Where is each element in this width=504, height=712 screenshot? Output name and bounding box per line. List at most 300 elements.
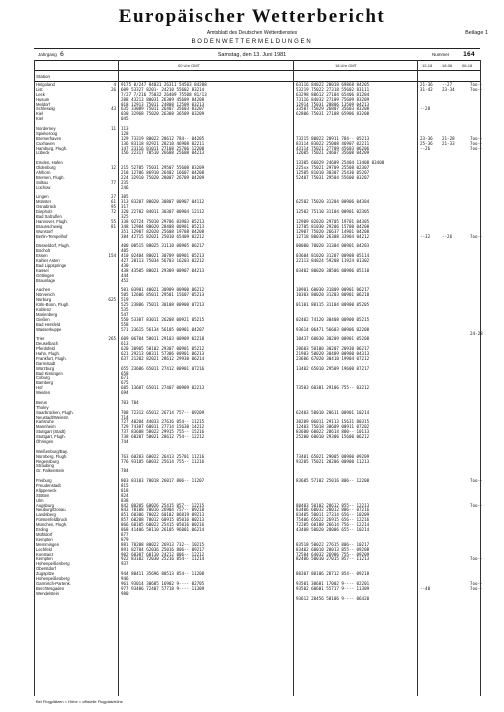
station-name: Öhringen	[36, 439, 54, 445]
station-name: Weißenburg/Bay.	[36, 448, 68, 454]
obs-18-utc: 03402 80020 30506 00906 05110	[296, 267, 370, 273]
obs-18-utc: 12403 75018 30609 00911 07202	[296, 424, 370, 430]
beilage-label: Beilage 1	[465, 30, 488, 36]
extra-code: 7oo--	[470, 82, 483, 87]
station-name: Stuttgart (Stadt)	[36, 429, 66, 435]
station-name: Bad Hersfeld	[36, 321, 61, 327]
obs-18-utc: 93612 20456 58106 9---- 06420	[296, 595, 370, 601]
station-name: Coburg	[36, 375, 50, 381]
station-table	[0, 83, 504, 601]
station-name: Lüchow	[36, 184, 51, 190]
station-name: Mannheim	[36, 424, 56, 430]
station-name: Göttingen	[36, 272, 55, 278]
obs-00-utc: 427 20113 75034 56703 16203 02212	[121, 258, 205, 264]
station-name: Würzburg	[36, 365, 55, 371]
obs-18-utc: 83600 60022 28614 800-- 10113	[296, 429, 370, 435]
station-name: Erding	[36, 527, 49, 533]
obs-18-utc: 73116 84032 27109 75609 83209	[296, 96, 370, 102]
obs-18-utc: 93501 30601 17002 9---- 02201	[296, 580, 370, 586]
obs-00-utc: 727 40204 44033 27616 054-- 11215	[121, 419, 205, 425]
station-name: Meldorf	[36, 101, 50, 107]
station-name: Zugspitze	[36, 571, 55, 577]
obs-00-utc: 621 29213 00311 57306 00901 06213	[121, 350, 205, 356]
obs-00-utc: 136 83118 82921 28210 46908 02211	[121, 140, 205, 146]
obs-18-utc: 73401 65021 29005 00900 09209	[296, 453, 370, 459]
temp-extreme-1: --32	[420, 233, 431, 239]
extra-code: 7oo--	[470, 145, 483, 151]
obs-18-utc: 83405 50011 27314 656-- 10209	[296, 512, 370, 518]
obs-00-utc: 784	[121, 468, 129, 474]
temp-extreme-2: 21-28	[442, 135, 455, 141]
station-name: Ulm	[36, 497, 44, 503]
station-name: Emden, Hafen	[36, 160, 63, 166]
station-name: Wunstorf	[36, 228, 53, 234]
station-name: Berchtesgaden	[36, 585, 65, 591]
obs-00-utc: 824	[121, 492, 129, 498]
extra-code: 7oo--	[470, 580, 483, 586]
obs-18-utc: 53219 75022 27318 55602 83111	[296, 86, 370, 92]
temp-extreme-1: 21-36	[420, 82, 433, 87]
obs-18-utc: 00000 70020 31304 00901 04203	[296, 243, 370, 249]
station-name: Lingen	[36, 194, 49, 200]
station-height: 12	[110, 165, 116, 171]
station-name: Neustadt/Weinstr.	[36, 414, 69, 420]
obs-00-utc: 902 60307 60110 24212 806-- 12212	[121, 551, 205, 557]
obs-00-utc: 351 12907 82020 25608 19708 04208	[121, 228, 205, 234]
obs-18-utc: 63298 80612 27104 65406 81204	[296, 91, 370, 97]
station-name: Hahn, Flugh.	[36, 350, 60, 356]
obs-18-utc: 75406 65022 26915 656-- 12216	[296, 517, 370, 523]
station-name: Nörvenich	[36, 292, 55, 298]
station-name: Münster	[36, 199, 52, 205]
station-name: Braunlage	[36, 277, 56, 283]
obs-00-utc: 147 23116 81011 27108 25706 12208	[121, 145, 205, 151]
obs-00-utc: 891 82704 62036 25016 806-- 09217	[121, 546, 205, 552]
obs-00-utc: 980	[121, 590, 129, 596]
station-height: 77	[110, 179, 116, 185]
table-row	[0, 597, 504, 602]
rule-date	[34, 60, 480, 61]
obs-00-utc: 547	[121, 311, 129, 317]
obs-00-utc: 815	[121, 483, 129, 489]
station-name: Kiel	[36, 116, 43, 122]
obs-00-utc: 635 33089 75011 26407 35603 83207	[121, 106, 205, 112]
obs-18-utc: 93205 75021 28206 00900 11213	[296, 458, 370, 464]
obs-18-utc: 93502 60601 55717 9---- 11309	[296, 585, 370, 591]
station-name: Kahler Asten	[36, 258, 60, 264]
obs-18-utc: 12505 81010 30307 25430 05207	[296, 170, 370, 176]
obs-18-utc: 83402 60010 28013 855-- 09208	[296, 546, 370, 552]
temp-extreme-2: --27	[442, 82, 453, 87]
station-name: Fürstenfeldbruck	[36, 517, 68, 523]
station-name: Hamburg, Flugh.	[36, 145, 68, 151]
extra-code: 7oo--	[470, 233, 483, 239]
station-name: München, Flugh.	[36, 522, 68, 528]
station-name: Trier	[36, 336, 45, 342]
obs-00-utc: 922 83102 72030 25216 854-- 11214	[121, 556, 205, 562]
extra-code: 7oo--	[470, 502, 483, 508]
obs-00-utc: 501 03901 40021 30909 00900 06212	[121, 287, 205, 293]
obs-00-utc: 946	[121, 575, 129, 581]
obs-00-utc: 384 42715 82021 25010 65409 02212	[121, 233, 205, 239]
obs-00-utc: 208 43213 80031 26309 45609 84208	[121, 96, 205, 102]
station-name: Düsseldorf, Flugh.	[36, 243, 70, 249]
obs-18-utc: 62806 75031 27108 65906 83208	[296, 111, 370, 117]
station-height: 4	[113, 82, 116, 87]
obs-00-utc: 348 12904 80020 28408 00901 05213	[121, 223, 205, 229]
station-name: Straubing	[36, 463, 54, 469]
station-name: Helgoland	[36, 82, 55, 87]
station-name: Bremerhaven	[36, 135, 62, 141]
station-height: 27	[110, 194, 116, 200]
station-name: Oldenburg	[36, 165, 56, 171]
obs-00-utc: 317	[121, 204, 129, 210]
obs-00-utc: 620 30905 50102 29307 00901 05212	[121, 346, 205, 352]
obs-00-utc: 879	[121, 536, 129, 542]
col-1-header: 18-06	[442, 63, 453, 68]
station-name: Hohenpeißenberg	[36, 561, 70, 567]
station-name: Soltau	[36, 179, 48, 185]
obs-18-utc: 20603 50100 30207 20930 06217	[296, 346, 370, 352]
obs-18-utc: 83406 60032 28012 806-- 07216	[296, 507, 370, 513]
obs-18-utc: 52407 75031 29504 55600 03207	[296, 174, 370, 180]
obs-00-utc: 843 70108 70016 26904 757-- 09218	[121, 507, 205, 513]
station-name: Mühldorf	[36, 531, 53, 537]
obs-00-utc: 438 43505 80021 29309 00907 04213	[121, 267, 205, 273]
obs-00-utc: 877	[121, 531, 129, 537]
obs-00-utc: 410 02404 80021 30709 00901 05213	[121, 253, 205, 259]
obs-18-utc: 13305 66029 24609 25404 13408 03408	[296, 160, 385, 166]
group-18-header: 18 Uhr GMT	[335, 63, 358, 68]
nummer-label: Nummer	[432, 52, 450, 57]
temp-extreme-1: 23-36	[420, 135, 433, 141]
station-name: Bad Kissingen	[36, 370, 63, 376]
obs-18-utc: 62502 75020 31204 00906 04304	[296, 199, 370, 205]
obs-00-utc: 030 32968 75020 26308 36509 03209	[121, 111, 205, 117]
obs-00-utc: 305	[121, 194, 129, 200]
station-name: Klippeneck	[36, 487, 57, 493]
temp-extreme-1: --26	[420, 145, 431, 151]
obs-18-utc: 72504 64032 26906 755-- 09209	[296, 551, 370, 557]
station-name: List	[36, 86, 43, 92]
station-name: Hohenpeißenberg	[36, 575, 70, 581]
obs-00-utc: 571 23615 56134 56105 00901 04207	[121, 326, 205, 332]
station-name: Aachen	[36, 287, 51, 293]
station-name: Landsberg	[36, 512, 56, 518]
station-name: Ahlhorn	[36, 170, 51, 176]
obs-00-utc: 246	[121, 184, 129, 190]
obs-00-utc: 400 00515 80025 31110 00905 06217	[121, 243, 205, 249]
station-name: Kempten	[36, 536, 53, 542]
obs-18-utc: 80307 80106 28712 854-- 09218	[296, 571, 370, 577]
station-name: Koblenz	[36, 306, 52, 312]
obs-00-utc: 519	[121, 297, 129, 303]
obs-18-utc: 21903 50020 30409 00900 04313	[296, 350, 370, 356]
obs-18-utc: 12705 81030 29206 15700 04208	[296, 223, 370, 229]
station-name: Karlsruhe	[36, 419, 54, 425]
obs-00-utc: 937	[121, 561, 129, 567]
station-height: 43	[110, 106, 116, 112]
station-name: Stötten	[36, 492, 50, 498]
obs-00-utc: 045	[121, 116, 129, 122]
station-name: Diepholz	[36, 209, 53, 215]
station-header: Station	[36, 74, 51, 79]
extra-code: 7oo--	[470, 135, 483, 141]
obs-00-utc: 729 74307 60011 27714 15630 14212	[121, 424, 205, 430]
footnote: Bei Flugplätzen = Höhe = offizielle Flugplatzhöhe	[36, 699, 123, 704]
obs-18-utc: 12909 82020 29705 19701 04305	[296, 218, 370, 224]
obs-00-utc: 613	[121, 341, 129, 347]
obs-18-utc: 83114 83022 25008 46907 02211	[296, 140, 370, 146]
station-name: Berlin-Tempelhof	[36, 233, 68, 239]
obs-18-utc: 23606 67020 30410 19904 07212	[296, 355, 370, 361]
station-name: Wasserkuppe	[36, 326, 62, 332]
station-height: 55	[110, 218, 116, 224]
obs-00-utc: 7/27 7/216 75032 26409 75508 81/13	[121, 91, 207, 97]
obs-00-utc: 338 02724 75010 29706 03903 05213	[121, 218, 205, 224]
obs-00-utc: 671	[121, 375, 129, 381]
station-name: Bad Lippspringe	[36, 262, 67, 268]
station-name: Norderney	[36, 126, 56, 132]
station-name: Gießen	[36, 316, 50, 322]
extra-code: 7oo--	[470, 585, 483, 591]
obs-18-utc: 43408 50020 28006 655-- 10214	[296, 527, 370, 533]
obs-18-utc: 12605 75021 24607 35608 04209	[296, 150, 370, 156]
obs-00-utc: 405	[121, 248, 129, 254]
rule-header-mid	[34, 70, 480, 71]
station-height: 154	[108, 253, 116, 259]
obs-00-utc: 313 83207 80020 30807 00907 04112	[121, 199, 205, 205]
obs-00-utc: 866 60105 60022 25415 05016 00216	[121, 522, 205, 528]
temp-extreme-1: 25-36	[420, 140, 433, 146]
obs-18-utc: 25200 60010 29306 15600 06212	[296, 434, 370, 440]
obs-18-utc: 13402 65010 29509 19600 07217	[296, 365, 370, 371]
obs-00-utc: 868 41406 50110 26105 96001 06214	[121, 527, 205, 533]
station-name: Gr. Falkenstein	[36, 468, 65, 474]
station-name: Nürburg	[36, 297, 52, 303]
station-name: Hof	[36, 385, 43, 391]
station-name: Essen	[36, 253, 48, 259]
obs-00-utc: 9175 8/247 84031 26311 54503 84208	[121, 82, 207, 87]
obs-00-utc: 550 53307 83011 26208 00921 05215	[121, 316, 205, 322]
obs-00-utc: 525 23806 75011 30108 00900 07213	[121, 302, 205, 308]
obs-18-utc: 10437 60030 30209 00901 05208	[296, 336, 370, 342]
obs-18-utc: 02402 74120 30408 00900 05215	[296, 316, 370, 322]
station-name: Freiburg	[36, 478, 52, 484]
obs-00-utc: 224 32910 75020 28007 26709 04209	[121, 174, 205, 180]
obs-00-utc: 452	[121, 277, 129, 283]
station-name: Nürnberg, Flugh.	[36, 453, 68, 459]
temp-extreme-1: 31-42	[420, 86, 433, 92]
obs-18-utc: 22113 84024 59208 11924 01302	[296, 258, 370, 264]
obs-00-utc: 857 60208 70012 60915 05016 00213	[121, 517, 205, 523]
station-name: Leck	[36, 91, 45, 97]
station-name: Lübeck	[36, 150, 50, 156]
station-name: Husum	[36, 96, 50, 102]
station-name: Osnabrück	[36, 204, 57, 210]
station-name: Neuburg/Donau	[36, 507, 66, 513]
obs-00-utc: 609 06704 58011 29103 00909 02218	[121, 336, 205, 342]
station-name: Darmstadt	[36, 360, 56, 366]
obs-18-utc: 93614 06471 56603 00906 02208	[296, 326, 370, 332]
obs-00-utc: 430	[121, 262, 129, 268]
report-date: Samstag, den 13. Juni 1981	[217, 52, 287, 58]
obs-00-utc: 637 21202 82021 28612 29930 06214	[121, 355, 205, 361]
rule-top	[34, 48, 480, 49]
station-name: Augsburg	[36, 502, 54, 508]
obs-00-utc: 235	[121, 179, 129, 185]
obs-00-utc: 977 93406 72407 57718 9---- 11309	[121, 585, 205, 591]
station-name: Marienberg	[36, 311, 58, 317]
obs-00-utc: 881 70208 80022 26913 732-- 10215	[121, 541, 205, 547]
station-name: Bamberg	[36, 380, 53, 386]
obs-00-utc: 738 60207 50021 28612 754-- 12212	[121, 434, 205, 440]
obs-18-utc: 225xx 75021 29709 25508 02307	[296, 165, 370, 171]
obs-18-utc: 63116 84022 28018 69868 84205	[296, 82, 370, 87]
station-name: Braunschweig	[36, 223, 63, 229]
obs-18-utc: 72205 60108 26614 756-- 12214	[296, 522, 370, 528]
rule-header-bottom	[34, 81, 480, 82]
obs-00-utc: 505 12606 85011 29501 15607 05213	[121, 292, 205, 298]
station-name: Bad Salzuflen	[36, 214, 62, 220]
obs-18-utc: 30209 06011 29113 15631 00315	[296, 419, 370, 425]
obs-18-utc: 62403 50010 28611 00901 10214	[296, 409, 370, 415]
station-name: Tholey	[36, 404, 49, 410]
col-12-header: 12-18	[422, 63, 433, 68]
station-name: Kiel	[36, 111, 43, 117]
station-height: 11	[110, 126, 116, 132]
obs-00-utc: 535	[121, 306, 129, 312]
station-name: Cuxhaven	[36, 140, 55, 146]
station-name: Pferdsfeld	[36, 346, 55, 352]
section-title: BODENWETTERMELDUNGEN	[191, 39, 313, 45]
obs-00-utc: 655 23606 65011 27412 00901 07216	[121, 365, 205, 371]
obs-00-utc: 776 93105 60032 25614 755-- 11216	[121, 458, 205, 464]
obs-18-utc: 10901 60030 31809 00901 06217	[296, 287, 370, 293]
obs-00-utc: 129 73319 80022 28612 784-- 04205	[121, 135, 205, 141]
obs-18-utc: 12502 75110 31104 00901 02305	[296, 209, 370, 215]
obs-00-utc: 708 72312 65012 26714 757-- 09209	[121, 409, 205, 415]
obs-00-utc: 325	[121, 214, 129, 220]
obs-00-utc: 737 83608 58022 29915 755-- 15216	[121, 429, 205, 435]
station-name: Regensburg	[36, 458, 59, 464]
nummer-value: 164	[463, 50, 475, 58]
station-name: Bocholt	[36, 248, 50, 254]
obs-00-utc: 763 60203 60022 26413 25701 11216	[121, 453, 205, 459]
station-name: Lechfeld	[36, 546, 52, 552]
temp-extreme-2: 23-34	[442, 86, 455, 92]
obs-00-utc: 703 704	[121, 399, 139, 405]
obs-18-utc: 73503 60301 29106 755-- 03212	[296, 385, 370, 391]
obs-18-utc: 43114 75021 27709 45603 06206	[296, 145, 370, 151]
obs-18-utc: 83605 57102 25016 806-- 12208	[296, 478, 370, 484]
station-height: 625	[108, 297, 116, 303]
station-name: Bremen, Flugh.	[36, 174, 65, 180]
station-name: Stuttgart, Flugh.	[36, 434, 66, 440]
obs-18-utc: 83518 50022 27615 806-- 10217	[296, 541, 370, 547]
obs-00-utc: 842 80205 60026 25415 857-- 12215	[121, 502, 205, 508]
obs-00-utc: 215 52705 75031 29507 55608 83209	[121, 165, 205, 171]
station-name: Wendelstein	[36, 590, 59, 596]
station-height: 95	[110, 204, 116, 210]
obs-18-utc: 03604 81020 31207 00908 05114	[296, 253, 370, 259]
station-name: Weiden	[36, 390, 51, 396]
obs-00-utc: 128	[121, 130, 129, 136]
obs-18-utc: 01101 80115 31104 00900 05205	[296, 302, 370, 308]
station-name: Freudenstadt	[36, 483, 61, 489]
obs-00-utc: 156 22317 70510 26608 25608 04213	[121, 150, 205, 156]
station-name: Saarbrücken, Flugh.	[36, 409, 74, 415]
obs-18-utc: 82406 50010 27015 857-- 11213	[296, 556, 370, 562]
temp-extreme-1: --28	[420, 106, 431, 112]
obs-00-utc: 444	[121, 272, 129, 278]
obs-18-utc: 10303 80020 31203 00901 06218	[296, 292, 370, 298]
col-2-header: 06-18	[462, 63, 473, 68]
report-subtitle: Amtsblatt des Deutschen Wetterdienstes	[206, 30, 298, 36]
station-name: Berus	[36, 399, 47, 405]
obs-00-utc: 218 12706 86910 26402 16607 04208	[121, 170, 205, 176]
station-name: Deuselbach	[36, 341, 59, 347]
obs-00-utc: 609 53327 8201- 24210 55602 83214	[121, 86, 205, 92]
obs-00-utc: 113	[121, 126, 129, 132]
extra-code: 7oo--	[470, 140, 483, 146]
station-name: Kassel	[36, 267, 49, 273]
obs-18-utc: 12718 80030 26308 33904 04212	[296, 233, 370, 239]
obs-18-utc: 80403 50102 28612 855-- 12213	[296, 502, 370, 508]
obs-18-utc: 12914 75031 28806 13509 04213	[296, 101, 370, 107]
station-name: Oberstdorf	[36, 566, 56, 572]
temp-extreme-2: 21-33	[442, 140, 455, 146]
extra-code: 7oo--	[470, 86, 483, 92]
obs-00-utc: 803 83103 70018 26017 806-- 11207	[121, 478, 205, 484]
obs-18-utc: 33507 75029 26807 35603 83208	[296, 106, 370, 112]
station-name: Schleswig	[36, 106, 55, 112]
station-name: Memmingen	[36, 541, 60, 547]
station-name: Frankfurt, Flugh.	[36, 355, 67, 361]
obs-00-utc: 018 12913 75011 24808 12509 03213	[121, 101, 205, 107]
station-name: Köln-Bonn, Flugh.	[36, 302, 70, 308]
obs-00-utc: 675	[121, 380, 129, 386]
station-height: 72	[110, 209, 116, 215]
temp-extreme-2: --26	[442, 233, 453, 239]
station-height: 81	[110, 223, 116, 229]
station-height: 61	[110, 199, 116, 205]
obs-00-utc: 944 80411 35696 80513 854-- 11208	[121, 571, 205, 577]
obs-18-utc: 73215 80022 28911 784-- 05213	[296, 135, 370, 141]
station-height: 26	[110, 86, 116, 92]
obs-00-utc: 714	[121, 414, 129, 420]
group-00-header: 00 Uhr GMT	[178, 63, 201, 68]
obs-00-utc: 320 22702 84011 30307 00904 12112	[121, 209, 205, 215]
extra-code: 7oo--	[470, 478, 483, 484]
obs-18-utc: 12907 75020 26637 14901 04208	[296, 228, 370, 234]
station-name: Hannover, Flugh.	[36, 218, 68, 224]
report-title: Europäischer Wetterbericht	[118, 6, 386, 27]
obs-00-utc: 851 60306 70022 60102 06819 09213	[121, 512, 205, 518]
jahrgang-value: 6	[60, 50, 64, 58]
obs-00-utc: 744	[121, 439, 129, 445]
jahrgang-label: Jahrgang	[38, 52, 57, 57]
extra-code: 7oo--	[470, 556, 483, 562]
obs-00-utc: 658	[121, 370, 129, 376]
obs-00-utc: 838	[121, 497, 129, 503]
station-name: Spiekeroog	[36, 130, 58, 136]
extra-code: 24-28	[470, 331, 483, 337]
obs-00-utc: 685 13607 65011 27407 00909 02213	[121, 385, 205, 391]
station-name: Kempten	[36, 556, 53, 562]
obs-00-utc: 961 93014 30685 16902 9---- 02705	[121, 580, 205, 586]
station-height: 265	[108, 336, 116, 342]
